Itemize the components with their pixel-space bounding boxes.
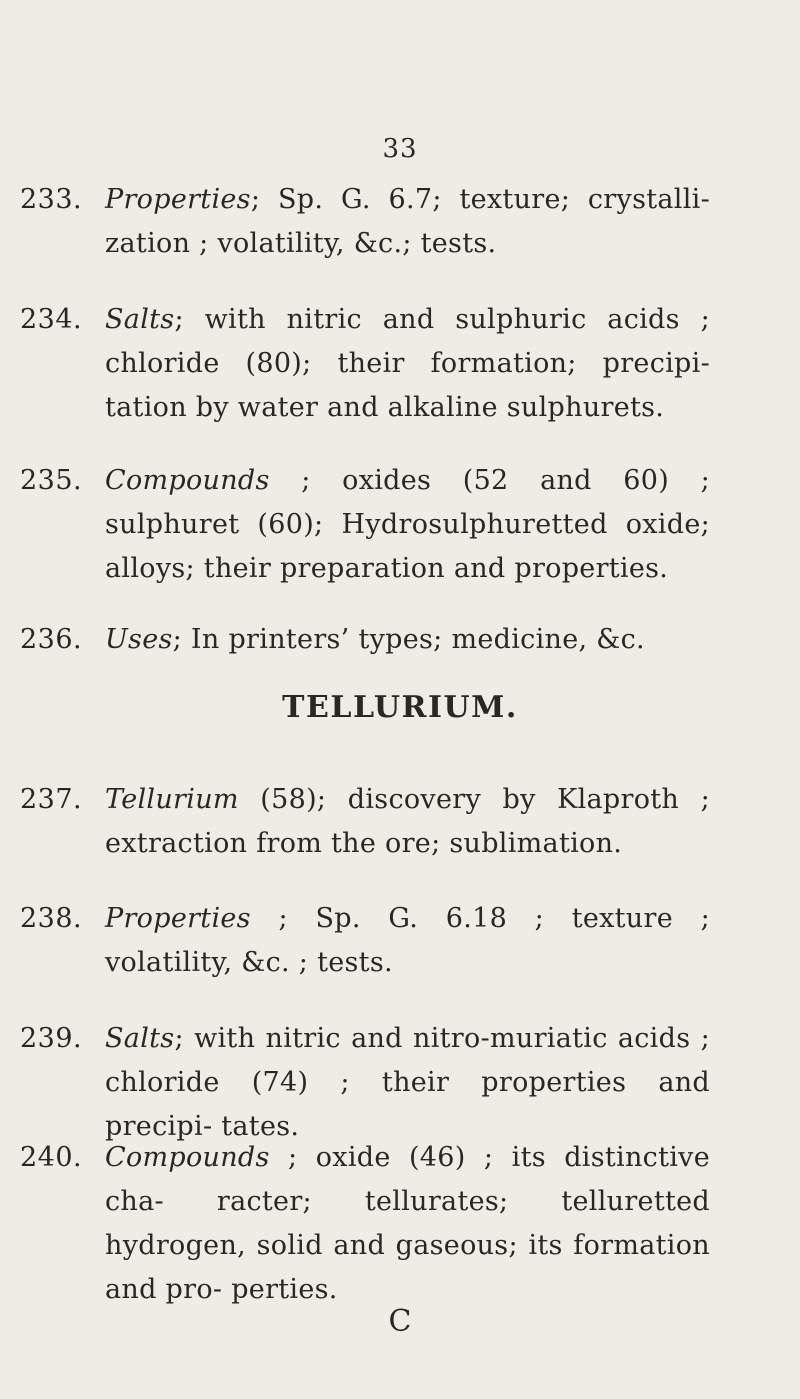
entry-text — [105, 298, 710, 430]
entry-body: ; Sp. G. 6.7; texture; crystalli- zation ; volatility, &c.; tests. — [105, 184, 710, 259]
entry-number: 238. — [20, 903, 83, 934]
entry-lead: Properties — [105, 903, 251, 934]
entry-text — [105, 897, 710, 985]
entry-number: 235. — [20, 465, 83, 496]
page-number: 33 — [382, 134, 418, 164]
signature-mark: C — [388, 1304, 412, 1339]
entry-body: ; oxides (52 and 60) ; sulphuret (60); Hydrosulphuretted oxide; alloys; their preparation and properties. — [105, 465, 710, 584]
entry-body: (58); discovery by Klaproth ; extraction from the ore; sublimation. — [105, 784, 710, 859]
entry-lead: Salts — [105, 304, 175, 335]
entry-lead: Uses — [105, 624, 173, 655]
entry-number: 233. — [20, 184, 83, 215]
entry-number: 239. — [20, 1023, 83, 1054]
entry-text — [105, 778, 710, 866]
entry-body: ; oxide (46) ; its distinctive cha- racter; tellurates; telluretted hydrogen, solid and gaseous; its formation and pro- perties. — [105, 1142, 710, 1305]
entry-text — [105, 1017, 710, 1149]
entry-body: ; with nitric and sulphuric acids ; chloride (80); their formation; precipi- tation by water and alkaline sulphurets. — [105, 304, 710, 423]
entry-text — [105, 178, 710, 266]
entry-number: 237. — [20, 784, 83, 815]
entry-body: ; with nitric and nitro-muriatic acids ; chloride (74) ; their properties and precipi- tates. — [105, 1023, 710, 1142]
entry-number: 234. — [20, 304, 83, 335]
entry-lead: Compounds — [105, 465, 270, 496]
section-heading: TELLURIUM. — [282, 690, 518, 725]
entry-number: 240. — [20, 1142, 83, 1173]
entry-lead: Compounds — [105, 1142, 270, 1173]
entry-text — [105, 618, 710, 662]
entry-lead: Properties — [105, 184, 251, 215]
entry-text — [105, 459, 710, 591]
entry-body: ; In printers’ types; medicine, &c. — [172, 624, 645, 655]
entry-text — [105, 1136, 710, 1312]
entry-number: 236. — [20, 624, 83, 655]
entry-body: ; Sp. G. 6.18 ; texture ; volatility, &c. ; tests. — [105, 903, 710, 978]
entry-lead: Salts — [105, 1023, 175, 1054]
entry-lead: Tellurium — [105, 784, 239, 815]
